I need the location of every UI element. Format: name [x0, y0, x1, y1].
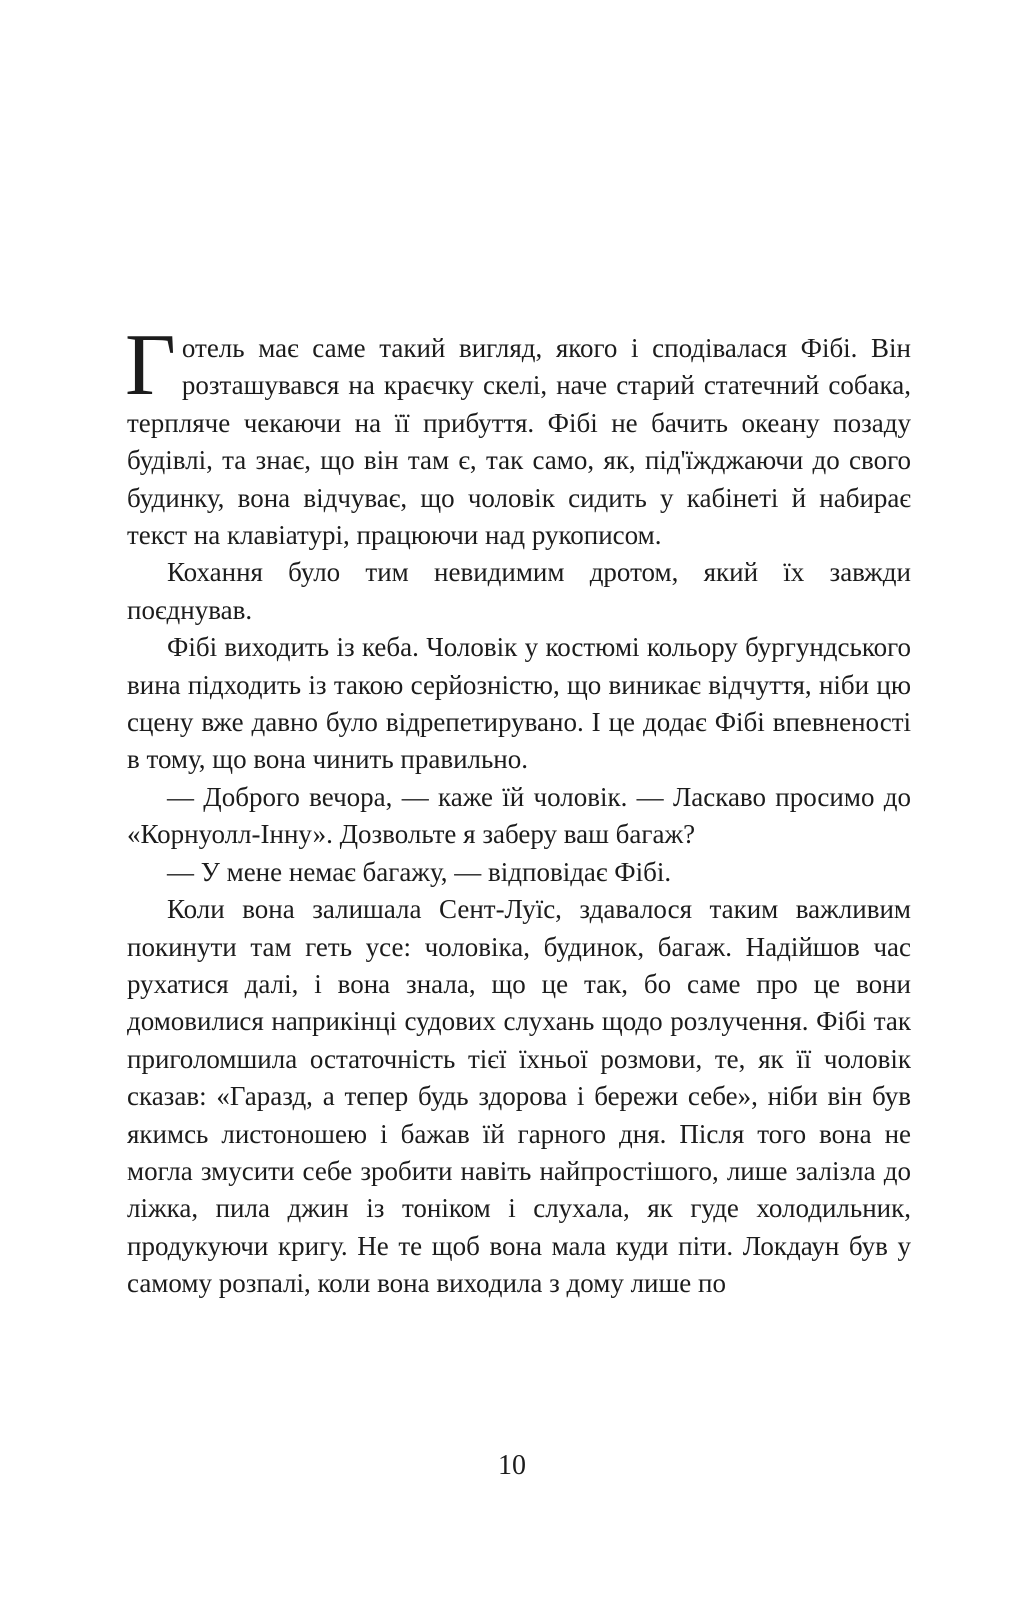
- paragraph-5: — У мене немає багажу, — відповідає Фібі.: [167, 856, 672, 887]
- drop-cap: Г: [125, 317, 176, 414]
- paragraph-2: Кохання було тим невидимим дротом, який їх завжди поєднував.: [127, 557, 911, 625]
- paragraph-1: [125, 317, 911, 554]
- paragraph-1-text: отель має саме такий вигляд, якого і сподівалася Фібі. Він розташувався на краєчку скелі, наче старий статечний собака, терпляче чекаючи на її прибуття. Фібі не бачить океану позаду будівлі, та знає, що він там є, так само, як, під'їжджаючи до свого будинку, вона відчуває, що чоловік сидить у кабінеті й набирає текст на клавіатурі, працюючи над рукописом.: [127, 333, 911, 551]
- paragraph-6: Коли вона залишала Сент-Луїс, здавалося таким важливим покинути там геть усе: чоловіка, будинок, багаж. Надійшов час рухатися далі, і вона знала, що це так, бо саме про це вони домовилися наприкінці судових слухань щодо розлучення. Фібі так приголомшила остаточність тієї їхньої розмови, те, як її чоловік сказав: «Гаразд, а тепер будь здорова і бережи себе», ніби він був якимсь листоношею і бажав їй гарного дня. Після того вона не могла змусити себе зробити навіть найпростішого, лише залізла до ліжка, пила джин із тоніком і слухала, як гуде холодильник, продукуючи кригу. Не те щоб вона мала куди піти. Локдаун був у самому розпалі, коли вона виходила з дому лише по: [127, 894, 911, 1299]
- page-number: 10: [498, 1450, 526, 1481]
- paragraph-3: Фібі виходить із кеба. Чоловік у костюмі кольору бургундського вина підходить із такою серйозністю, що виникає відчуття, ніби цю сцену вже давно було відрепетирувано. І це додає Фібі впевненості в тому, що вона чинить правильно.: [127, 632, 911, 775]
- paragraph-4: — Доброго вечора, — каже їй чоловік. — Ласкаво просимо до «Корнуолл-Інну». Дозвольте я заберу ваш багаж?: [127, 781, 911, 850]
- page-body: [125, 317, 911, 1303]
